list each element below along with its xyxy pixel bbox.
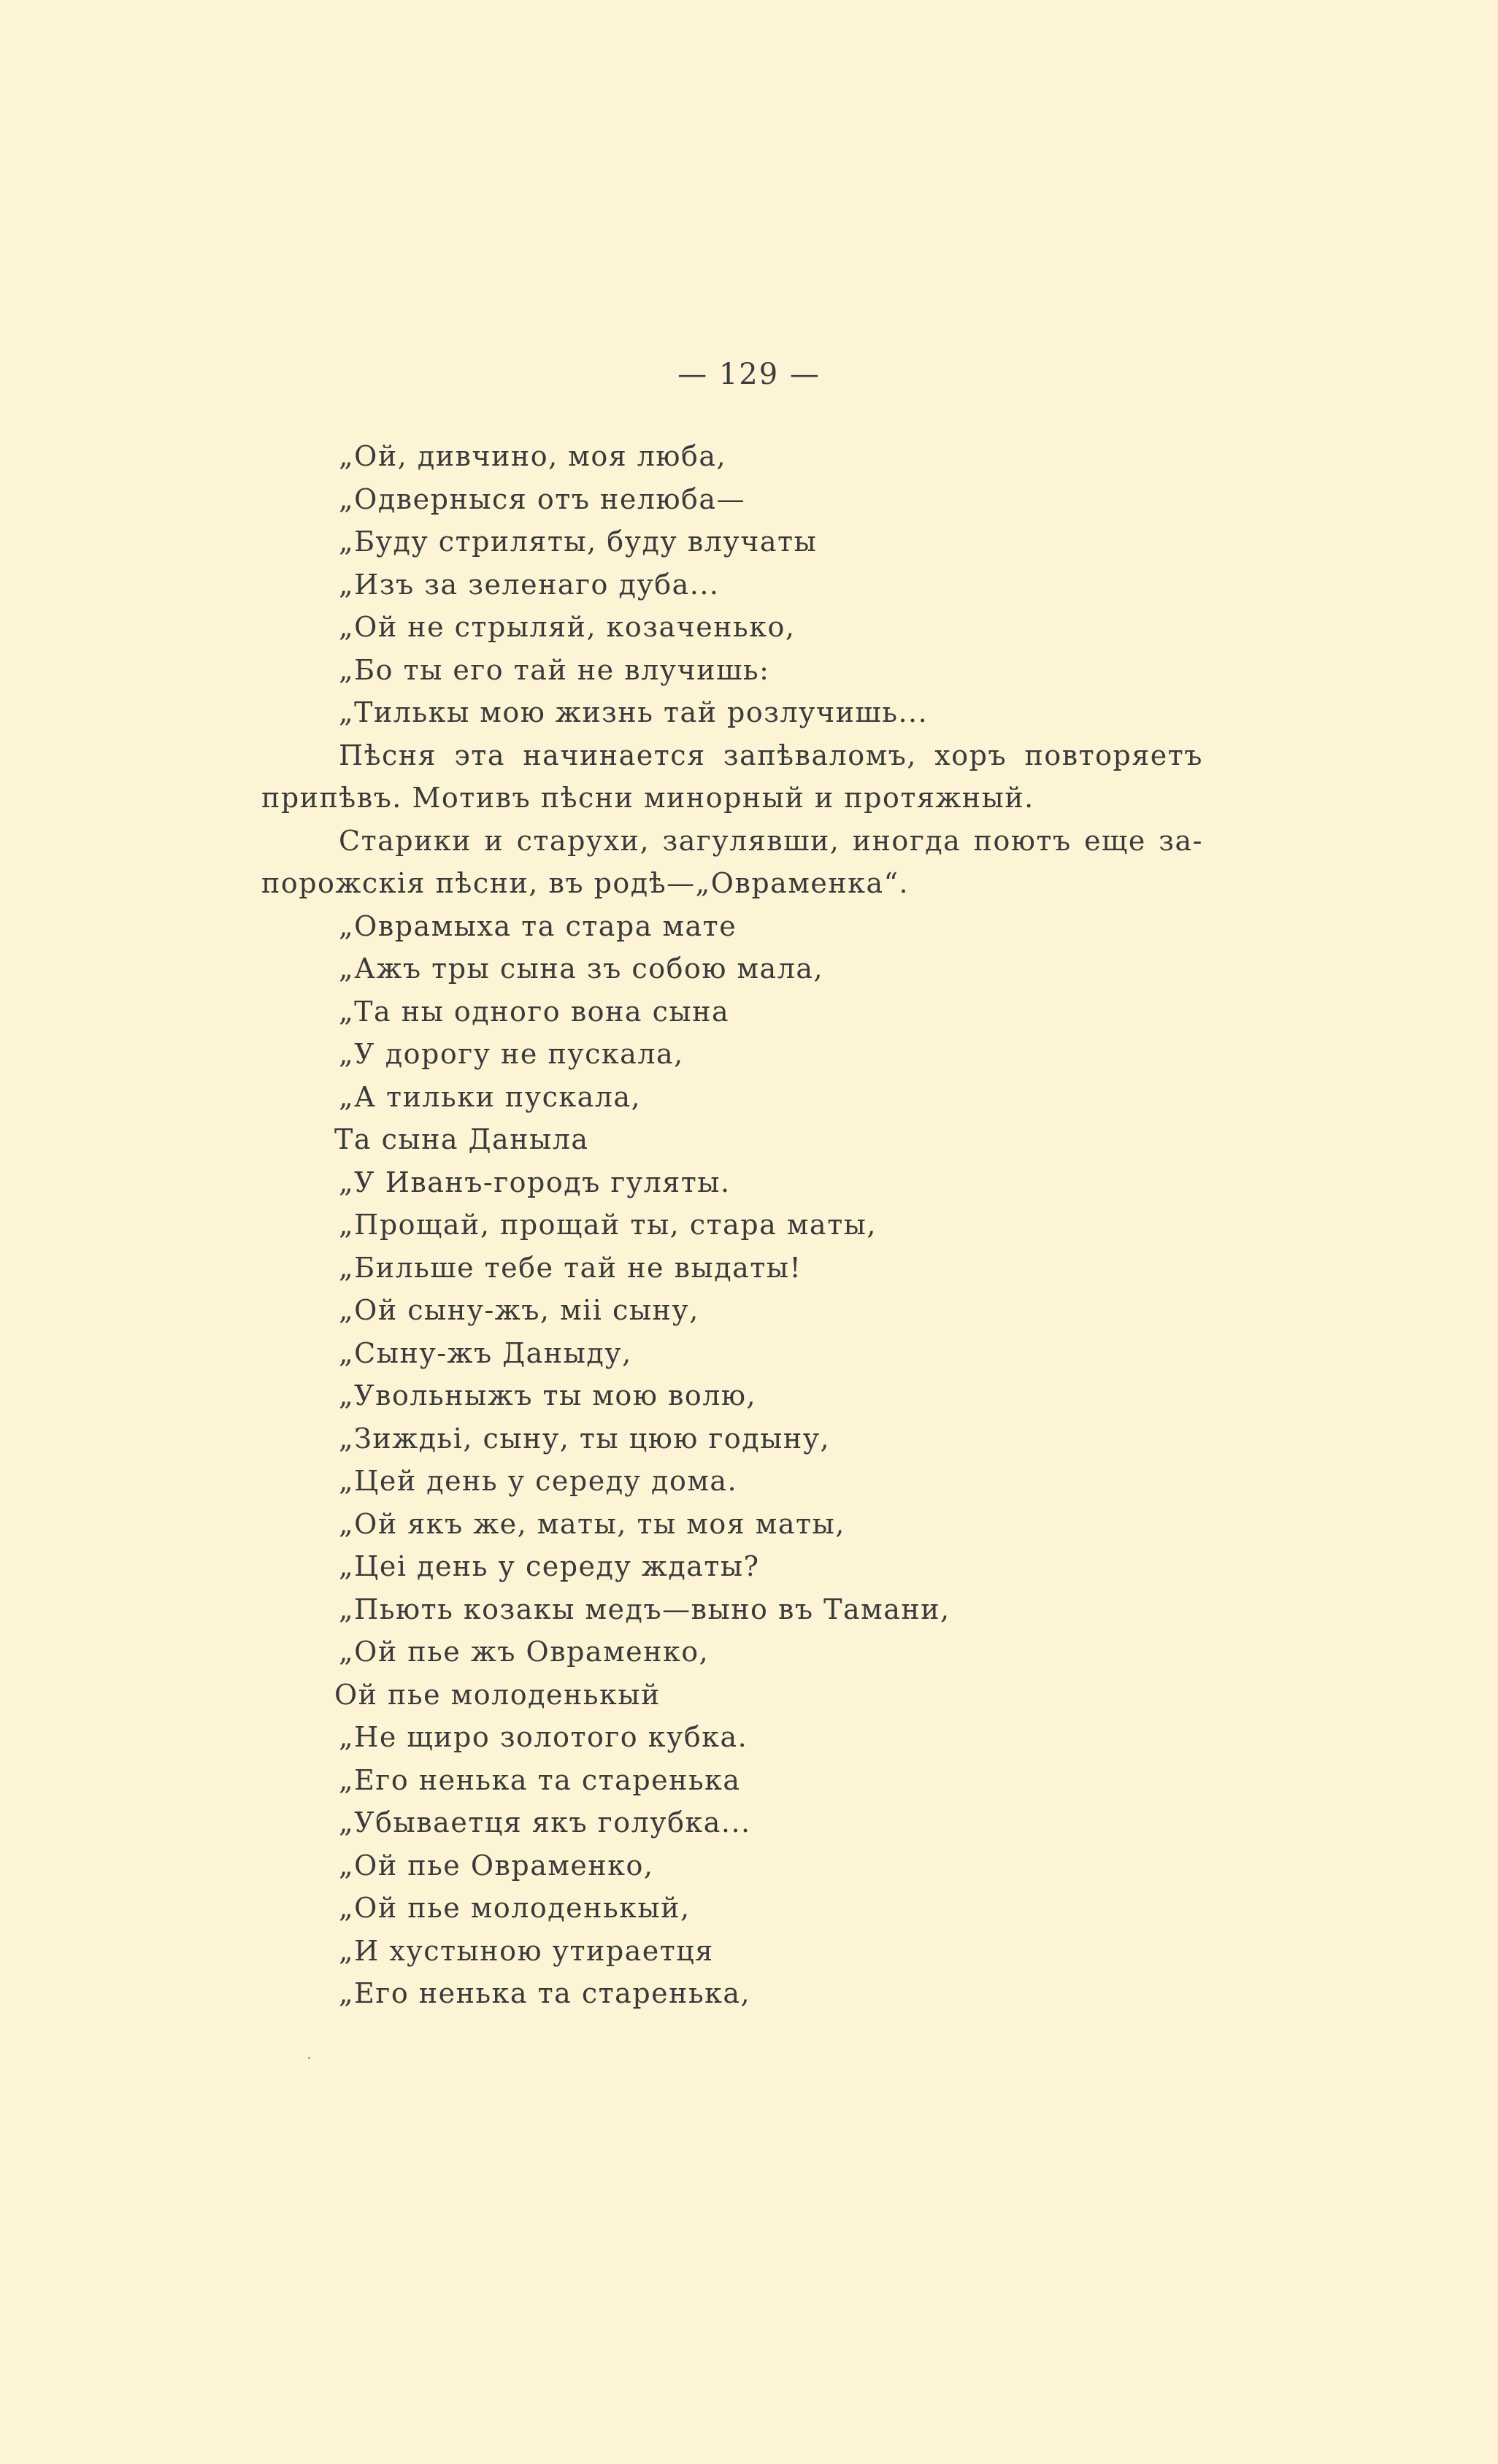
verse-line: „Прощай, прощай ты, стара маты, — [339, 1209, 877, 1241]
ink-speck — [308, 2057, 310, 2059]
verse-line: „Тилькы мою жизнь тай розлучишь... — [339, 696, 929, 728]
verse-line: „И хустыною утираетця — [339, 1934, 714, 1967]
verse-line: „Изъ за зеленаго дуба... — [339, 568, 720, 601]
verse-line: „Увольныжъ ты мою волю, — [339, 1379, 757, 1412]
verse-line: „Буду стриляты, буду влучаты — [339, 525, 818, 558]
verse-line: „Сыну-жъ Даныду, — [339, 1336, 632, 1369]
verse-line: „Ажъ тры сына зъ собою мала, — [339, 952, 824, 985]
prose-line: Пѣсня эта начинается запѣваломъ, хоръ повторяетъ — [339, 739, 1203, 771]
verse-line: Та сына Даныла — [334, 1123, 589, 1155]
verse-line: „Бо ты его тай не влучишь: — [339, 653, 770, 686]
verse-line: „Ой не стрыляй, козаченько, — [339, 611, 796, 643]
verse-line: „Цей день у середу дома. — [339, 1465, 738, 1497]
verse-line: „Оврамыха та стара мате — [339, 909, 737, 942]
verse-line: „Его ненька та старенька — [339, 1763, 741, 1796]
verse-line: „У дорогу не пускала, — [339, 1038, 684, 1070]
verse-line: „Зиждьі, сыну, ты цюю годыну, — [339, 1422, 831, 1455]
verse-line: „Его ненька та старенька, — [339, 1977, 751, 2009]
verse-line: „Ой, дивчино, моя люба, — [339, 440, 727, 472]
verse-line: „Убываетця якъ голубка... — [339, 1806, 751, 1839]
verse-line: „Одверныся отъ нелюба— — [339, 482, 746, 515]
verse-line: „Ой пье молоденькый, — [339, 1892, 691, 1924]
verse-line: „Ой сыну-жъ, міі сыну, — [339, 1294, 699, 1326]
verse-line: „Не щиро золотого кубка. — [339, 1721, 748, 1753]
verse-line: „Ой якъ же, маты, ты моя маты, — [339, 1507, 845, 1540]
verse-line: „Ой пье жъ Овраменко, — [339, 1636, 710, 1668]
verse-line: Ой пье молоденькый — [334, 1678, 661, 1711]
verse-line: „Та ны одного вона сына — [339, 995, 730, 1028]
prose-line: порожскія пѣсни, въ родѣ—„Овраменка“. — [261, 867, 910, 899]
prose-line: Старики и старухи, загулявши, иногда поютъ еще за- — [339, 824, 1203, 857]
verse-line: „Бильше тебе тай не выдаты! — [339, 1251, 802, 1284]
verse-line: „Цеі день у середу ждаты? — [339, 1550, 760, 1582]
verse-line: „У Иванъ-городъ гуляты. — [339, 1166, 731, 1198]
prose-line: припѣвъ. Мотивъ пѣсни минорный и протяжный. — [261, 782, 1034, 814]
verse-line: „А тильки пускала, — [339, 1080, 642, 1113]
verse-line: „Ой пье Овраменко, — [339, 1849, 654, 1882]
verse-line: „Пьють козакы медъ—выно въ Тамани, — [339, 1593, 950, 1625]
text-block — [261, 435, 1203, 2015]
page-number: — 129 — — [677, 358, 821, 391]
